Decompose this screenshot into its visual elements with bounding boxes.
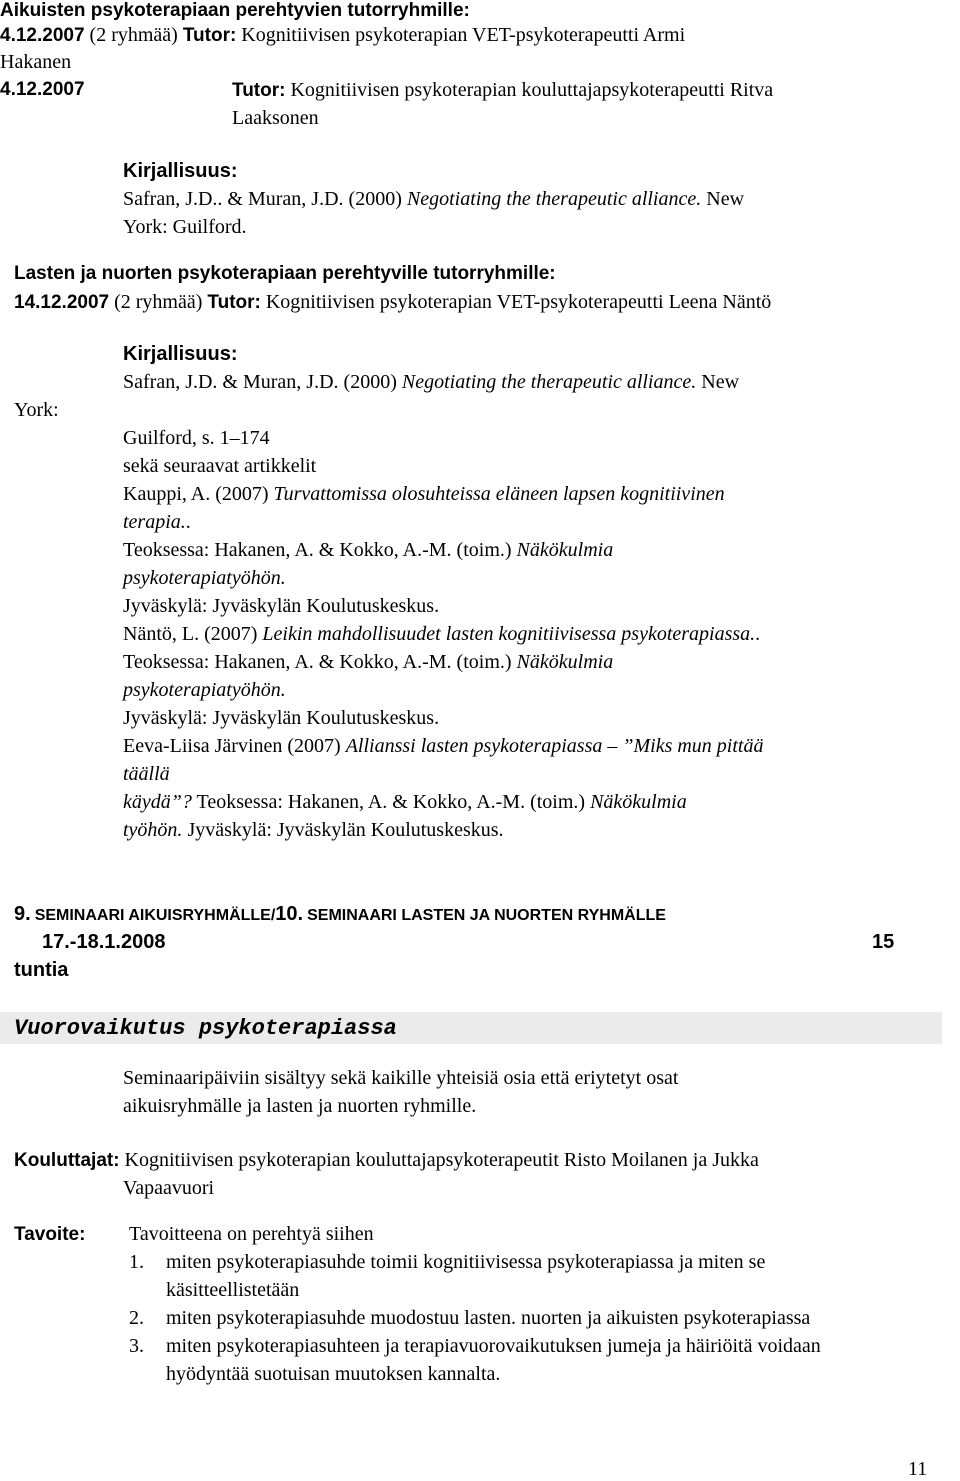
youth-line	[14, 291, 771, 314]
seminar-title: Vuorovaikutus psykoterapiassa	[14, 1016, 397, 1041]
youth-ref2-pub: Jyväskylä: Jyväskylän Koulutuskeskus.	[123, 595, 440, 617]
adult-l1-group: (2 ryhmää)	[89, 24, 178, 46]
youth-text: Kognitiivisen psykoterapian VET-psykoterapeutti Leena Näntö	[265, 291, 772, 313]
youth-tutor-label: Tutor:	[207, 292, 261, 313]
youth-ref4	[123, 735, 763, 758]
seminar-num2: 10.	[275, 903, 304, 925]
youth-ref2	[123, 483, 725, 506]
adult-line-1	[0, 24, 685, 47]
youth-ref3-source	[123, 651, 613, 674]
adult-ref-title: Negotiating the therapeutic alliance.	[406, 188, 702, 210]
goal-1-line-1: miten psykoterapiasuhde toimii kognitiivisessa psykoterapiassa ja miten se	[166, 1251, 766, 1273]
youth-ref4-book2: työhön.	[123, 819, 183, 841]
goal-1-line-2: käsitteellistetään	[166, 1279, 300, 1301]
youth-ref2-source	[123, 539, 613, 562]
youth-ref2-title-cont	[123, 511, 191, 534]
youth-ref2-title: Turvattomissa olosuhteissa eläneen lapsen kognitiivinen	[273, 483, 725, 505]
youth-ref1	[123, 371, 739, 394]
adult-l1-tutor-label: Tutor:	[182, 25, 237, 46]
goal-2-line-1: miten psykoterapiasuhde muodostuu lasten. nuorten ja aikuisten psykoterapiassa	[166, 1307, 811, 1329]
adult-ref-authors: Safran, J.D.. & Muran, J.D. (2000)	[123, 188, 402, 210]
youth-ref3-pub: Jyväskylä: Jyväskylän Koulutuskeskus.	[123, 707, 440, 729]
youth-ref2-title2: terapia.	[123, 511, 186, 533]
adult-l2-cont: Laaksonen	[232, 107, 319, 129]
youth-lit-label: Kirjallisuus:	[123, 343, 238, 365]
seminar-hours-unit: tuntia	[14, 959, 69, 981]
adult-ref-cont: York: Guilford.	[123, 216, 247, 238]
adult-line-2	[232, 79, 773, 102]
adult-l2-tutor-label: Tutor:	[232, 80, 286, 101]
goal-label: Tavoite:	[14, 1224, 86, 1245]
adult-ref	[123, 188, 744, 211]
seminar-dates: 17.-18.1.2008	[42, 931, 166, 953]
youth-ref4-pub-line	[123, 819, 504, 842]
youth-ref1-authors: Safran, J.D. & Muran, J.D. (2000)	[123, 371, 397, 393]
youth-ref-intro: sekä seuraavat artikkelit	[123, 455, 317, 477]
youth-ref1-place: New	[701, 371, 740, 393]
youth-ref4-title: Allianssi lasten psykoterapiassa – ”Miks mun pittää	[345, 735, 764, 757]
youth-heading: Lasten ja nuorten psykoterapiaan perehtyville tutorryhmille:	[14, 263, 556, 284]
seminar-hours: 15	[872, 931, 895, 953]
adult-l1-cont: Hakanen	[0, 51, 72, 73]
youth-ref3-book2: psykoterapiatyöhön.	[123, 679, 286, 701]
trainers-line	[14, 1149, 759, 1172]
seminar-intro-2: aikuisryhmälle ja lasten ja nuorten ryhmille.	[123, 1095, 477, 1117]
youth-date: 14.12.2007	[14, 292, 110, 313]
youth-ref4-title3: käydä”?	[123, 791, 192, 813]
youth-ref4-authors: Eeva-Liisa Järvinen (2007)	[123, 735, 341, 757]
adult-l2-date: 4.12.2007	[0, 79, 85, 100]
youth-ref3-title: Leikin mahdollisuudet lasten kognitiivisessa psykoterapiassa.	[262, 623, 756, 645]
youth-ref2-editors: Teoksessa: Hakanen, A. & Kokko, A.-M. (toim.)	[123, 539, 512, 561]
youth-ref4-source	[123, 791, 687, 814]
adult-ref-place: New	[706, 188, 745, 210]
seminar-label2: SEMINAARI LASTEN JA NUORTEN RYHMÄLLE	[307, 907, 666, 924]
adult-l1-date: 4.12.2007	[0, 25, 85, 46]
youth-ref3-editors: Teoksessa: Hakanen, A. & Kokko, A.-M. (toim.)	[123, 651, 512, 673]
seminar-intro-1: Seminaaripäiviin sisältyy sekä kaikille yhteisiä osia että eriytetyt osat	[123, 1067, 679, 1089]
youth-ref4-book: Näkökulmia	[590, 791, 687, 813]
goal-1-num: 1.	[129, 1251, 144, 1273]
goal-intro: Tavoitteena on perehtyä siihen	[129, 1223, 374, 1245]
goal-3-line-1: miten psykoterapiasuhteen ja terapiavuorovaikutuksen jumeja ja häiriöitä voidaan	[166, 1335, 821, 1357]
trainers-text: Kognitiivisen psykoterapian kouluttajapsykoterapeutit Risto Moilanen ja Jukka	[124, 1149, 759, 1171]
youth-ref3-dot: .	[755, 623, 761, 645]
youth-ref4-title2: täällä	[123, 763, 170, 785]
youth-group: (2 ryhmää)	[114, 291, 203, 313]
youth-ref3-authors: Näntö, L. (2007)	[123, 623, 258, 645]
page-number: 11	[908, 1458, 928, 1480]
trainers-cont: Vapaavuori	[123, 1177, 215, 1199]
youth-ref2-book2: psykoterapiatyöhön.	[123, 567, 286, 589]
seminar-heading	[14, 903, 666, 926]
youth-ref3	[123, 623, 760, 646]
adult-l2-text: Kognitiivisen psykoterapian kouluttajapsykoterapeutti Ritva	[290, 79, 774, 101]
youth-ref1-cont: Guilford, s. 1–174	[123, 427, 270, 449]
youth-ref2-dot: .	[185, 511, 191, 533]
youth-ref2-book: Näkökulmia	[516, 539, 614, 561]
youth-york: York:	[14, 399, 59, 421]
youth-ref2-authors: Kauppi, A. (2007)	[123, 483, 269, 505]
trainers-label: Kouluttajat:	[14, 1150, 120, 1171]
adult-lit-label: Kirjallisuus:	[123, 160, 238, 182]
adult-heading: Aikuisten psykoterapiaan perehtyvien tutorryhmille:	[0, 0, 470, 21]
youth-ref4-editors: Teoksessa: Hakanen, A. & Kokko, A.-M. (toim.)	[196, 791, 586, 813]
seminar-label1: SEMINAARI AIKUISRYHMÄLLE/	[34, 907, 276, 924]
goal-3-line-2: hyödyntää suotuisan muutoksen kannalta.	[166, 1363, 501, 1385]
youth-ref3-book: Näkökulmia	[516, 651, 614, 673]
seminar-num1: 9.	[14, 903, 31, 925]
goal-2-num: 2.	[129, 1307, 144, 1329]
adult-l1-text: Kognitiivisen psykoterapian VET-psykoterapeutti Armi	[241, 24, 686, 46]
youth-ref4-pub: Jyväskylä: Jyväskylän Koulutuskeskus.	[187, 819, 504, 841]
goal-3-num: 3.	[129, 1335, 144, 1357]
youth-ref1-title: Negotiating the therapeutic alliance.	[401, 371, 697, 393]
